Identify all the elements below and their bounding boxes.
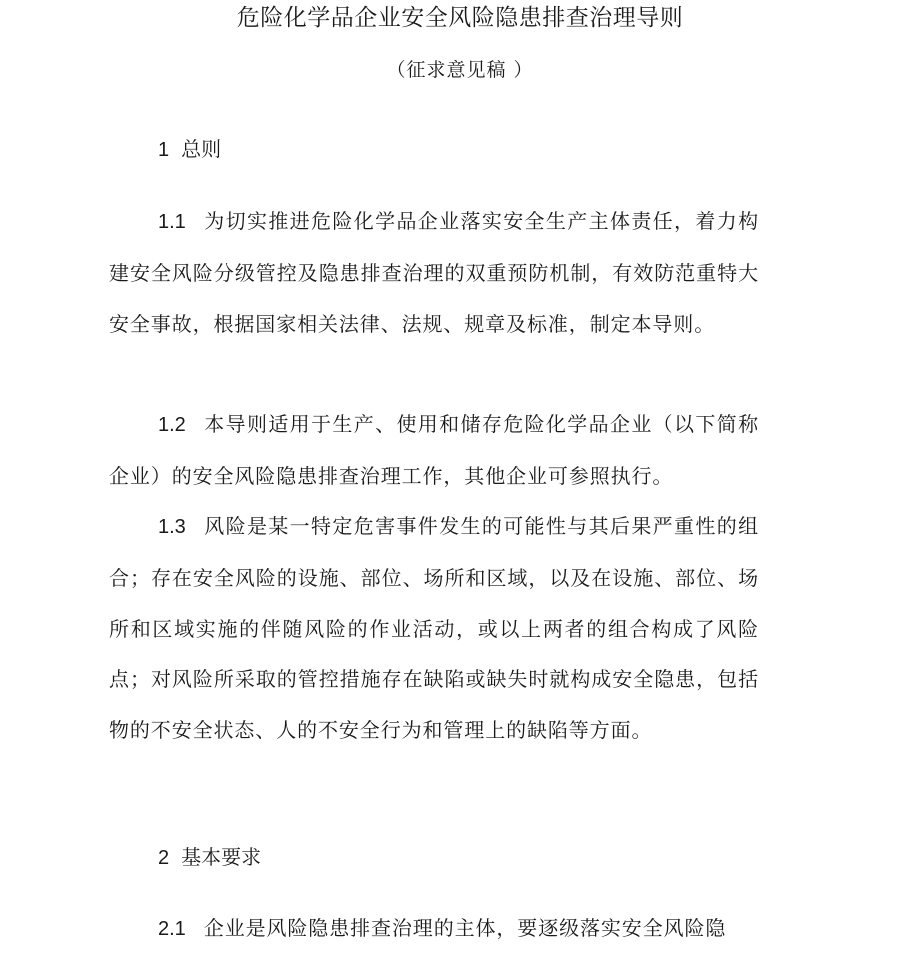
paragraph-1-1 [109,196,759,349]
document-subtitle: （征求意见稿 ） [386,59,534,81]
paragraph-number: 1.1 [158,211,186,233]
section-title: 总则 [181,137,222,161]
paragraph-number: 2.1 [158,918,186,940]
paragraph-number: 1.2 [158,414,186,436]
paragraph-2-1 [109,903,759,955]
paragraph-1-3 [109,501,759,756]
paragraph-text: 本导则适用于生产、使用和储存危险化学品企业（以下简称企业）的安全风险隐患排查治理工作，其他企业可参照执行。 [109,412,759,488]
section-heading-general [158,135,221,164]
paragraph-1-2 [109,399,759,502]
document-title: 危险化学品企业安全风险隐患排查治理导则 [236,5,684,31]
section-number: 1 [158,139,170,161]
paragraph-text: 企业是风险隐患排查治理的主体，要逐级落实安全风险隐 [203,916,727,940]
paragraph-number: 1.3 [158,516,186,538]
section-heading-basic-requirements [158,843,261,872]
paragraph-text: 为切实推进危险化学品企业落实安全生产主体责任，着力构建安全风险分级管控及隐患排查治理的双重预防机制，有效防范重特大安全事故，根据国家相关法律、法规、规章及标准，制定本导则。 [109,209,759,336]
section-title: 基本要求 [181,845,262,869]
section-number: 2 [158,847,170,869]
paragraph-text: 风险是某一特定危害事件发生的可能性与其后果严重性的组合；存在安全风险的设施、部位、场所和区域，以及在设施、部位、场所和区域实施的伴随风险的作业活动，或以上两者的组合构成了风险点；对风险所采取的管控措施存在缺陷或缺失时就构成安全隐患，包括物的不安全状态、人的不安全行为和管理上的缺陷等方面。 [109,514,759,743]
